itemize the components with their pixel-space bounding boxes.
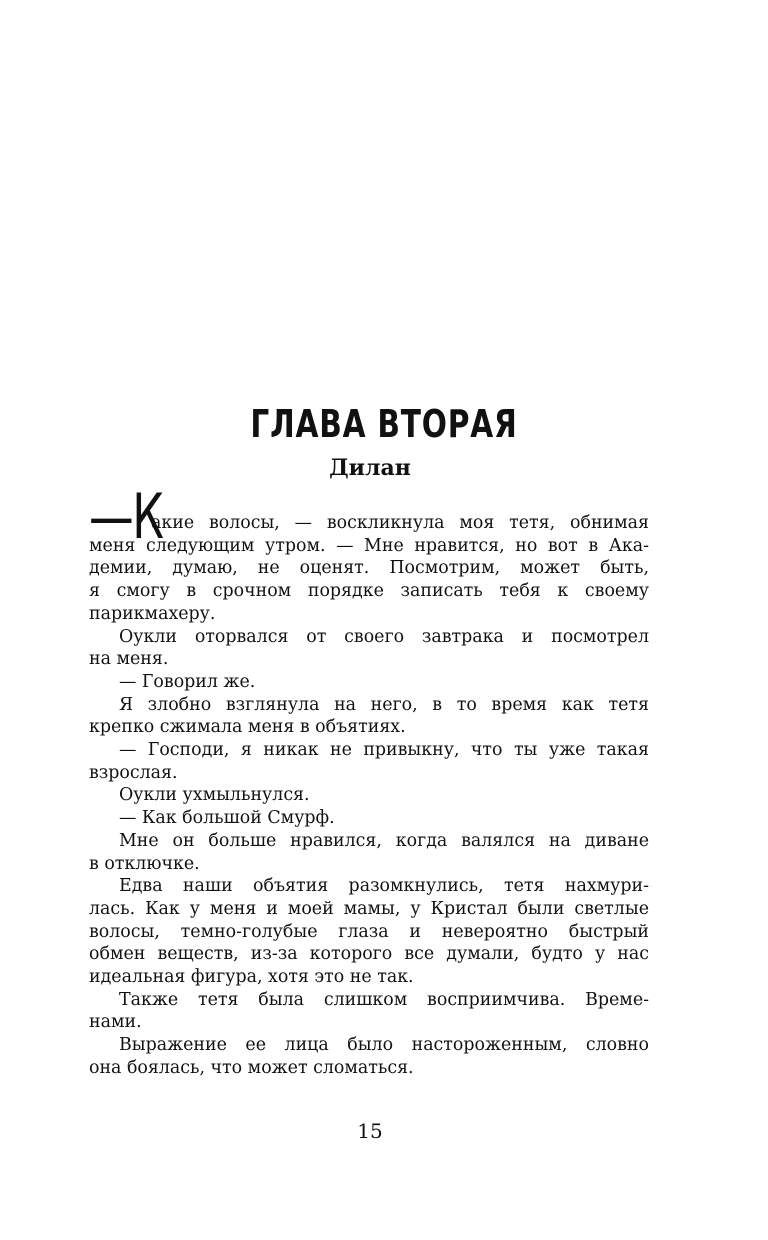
text-line: идеальная фигура, хотя это не так. xyxy=(89,967,414,988)
text-line: на меня. xyxy=(89,649,169,670)
text-line: меня следующим утром. — Мне нравится, но вот в Ака- xyxy=(89,535,649,556)
text-line: Мне он больше нравился, когда валялся на диване xyxy=(119,830,649,851)
text-line: в отключке. xyxy=(89,853,200,874)
text-line: крепко сжимала меня в объятиях. xyxy=(89,717,406,738)
text-line: — Господи, я никак не привыкну, что ты уже такая xyxy=(119,740,649,761)
text-line: Оукли оторвался от своего завтрака и посмотрел xyxy=(119,626,649,647)
text-line: Выражение ее лица было настороженным, словно xyxy=(119,1035,649,1056)
text-line: обмен веществ, из-за которого все думали, будто у нас xyxy=(89,944,649,965)
body-text xyxy=(89,480,649,1080)
text-line-content: акие волосы, — воскликнула моя тетя, обнимая xyxy=(151,513,649,533)
text-line: лась. Как у меня и моей мамы, у Кристал были светлые xyxy=(89,898,649,919)
text-line: Едва наши объятия разомкнулись, тетя нахмури- xyxy=(119,876,649,897)
text-line: — Говорил же. xyxy=(119,671,256,692)
text-line: Я злобно взглянула на него, в то время как тетя xyxy=(119,694,649,715)
text-line: Также тетя была слишком восприимчива. Време- xyxy=(119,989,649,1010)
text-line: волосы, темно-голубые глаза и невероятно быстрый xyxy=(89,921,649,942)
text-line: взрослая. xyxy=(89,762,178,783)
text-line: Оукли ухмыльнулся. xyxy=(119,785,310,806)
text-line: я смогу в срочном порядке записать тебя к своему xyxy=(89,581,649,602)
text-line: она боялась, что может сломаться. xyxy=(89,1057,414,1078)
text-line: нами. xyxy=(89,1012,142,1033)
text-line: парикмахеру. xyxy=(89,603,216,624)
drop-cap: —К xyxy=(89,480,163,553)
chapter-subtitle: Дилан xyxy=(329,455,411,481)
text-line: — Как большой Смурф. xyxy=(119,808,335,829)
chapter-title: ГЛАВА ВТОРАЯ xyxy=(250,402,518,446)
page-number: 15 xyxy=(357,1119,383,1143)
text-line: демии, думаю, не оценят. Посмотрим, может быть, xyxy=(89,558,649,579)
